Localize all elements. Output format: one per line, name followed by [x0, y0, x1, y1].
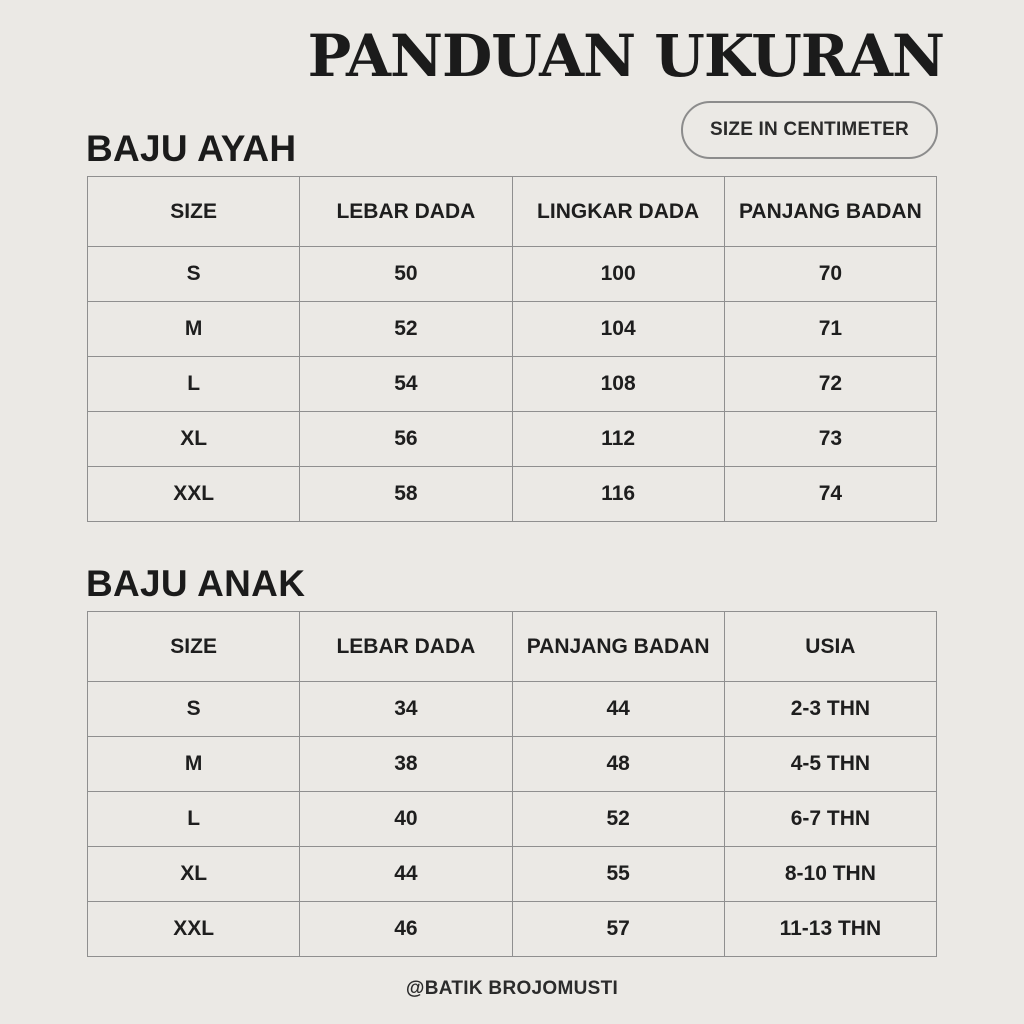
- table-cell: 54: [300, 357, 512, 412]
- column-header: LINGKAR DADA: [512, 177, 724, 247]
- table-header-row: [88, 177, 937, 247]
- table-cell: XXL: [88, 902, 300, 957]
- table-cell: 44: [512, 682, 724, 737]
- column-header: PANJANG BADAN: [512, 612, 724, 682]
- table-cell: 48: [512, 737, 724, 792]
- table-row: [88, 302, 937, 357]
- table-header-row: [88, 612, 937, 682]
- column-header: USIA: [724, 612, 936, 682]
- table-cell: S: [88, 247, 300, 302]
- table-row: [88, 792, 937, 847]
- brand-handle: @BATIK BROJOMUSTI: [405, 978, 619, 999]
- table-cell: 11-13 THN: [724, 902, 936, 957]
- table-cell: 50: [300, 247, 512, 302]
- column-header: SIZE: [88, 177, 300, 247]
- table-cell: 72: [724, 357, 936, 412]
- table-cell: XXL: [88, 467, 300, 522]
- table-cell: 6-7 THN: [724, 792, 936, 847]
- table-cell: 71: [724, 302, 936, 357]
- table-row: [88, 467, 937, 522]
- table-cell: 55: [512, 847, 724, 902]
- table-cell: 116: [512, 467, 724, 522]
- table-row: [88, 847, 937, 902]
- table-row: [88, 737, 937, 792]
- column-header: LEBAR DADA: [300, 612, 512, 682]
- table-cell: XL: [88, 847, 300, 902]
- table-cell: 73: [724, 412, 936, 467]
- table-cell: 100: [512, 247, 724, 302]
- table-row: [88, 247, 937, 302]
- table-cell: 52: [300, 302, 512, 357]
- table-cell: 38: [300, 737, 512, 792]
- column-header: PANJANG BADAN: [724, 177, 936, 247]
- table-cell: 34: [300, 682, 512, 737]
- table-cell: M: [88, 302, 300, 357]
- size-table-ayah: [87, 176, 937, 522]
- table-cell: S: [88, 682, 300, 737]
- table-row: [88, 682, 937, 737]
- table-cell: 44: [300, 847, 512, 902]
- table-cell: 70: [724, 247, 936, 302]
- section-heading-anak: BAJU ANAK: [86, 563, 306, 604]
- table-cell: 46: [300, 902, 512, 957]
- table-cell: L: [88, 792, 300, 847]
- table-cell: 2-3 THN: [724, 682, 936, 737]
- unit-badge: SIZE IN CENTIMETER: [681, 101, 938, 159]
- table-cell: 112: [512, 412, 724, 467]
- table-cell: 40: [300, 792, 512, 847]
- table-cell: XL: [88, 412, 300, 467]
- page-title: PANDUAN UKURAN: [307, 22, 944, 90]
- table-cell: 104: [512, 302, 724, 357]
- table-row: [88, 357, 937, 412]
- size-table-anak: [87, 611, 937, 957]
- table-cell: M: [88, 737, 300, 792]
- table-cell: 56: [300, 412, 512, 467]
- section-heading-ayah: BAJU AYAH: [86, 128, 297, 169]
- column-header: SIZE: [88, 612, 300, 682]
- table-cell: 57: [512, 902, 724, 957]
- table-cell: 8-10 THN: [724, 847, 936, 902]
- table-cell: 58: [300, 467, 512, 522]
- table-cell: L: [88, 357, 300, 412]
- table-cell: 4-5 THN: [724, 737, 936, 792]
- table-cell: 108: [512, 357, 724, 412]
- table-cell: 52: [512, 792, 724, 847]
- table-row: [88, 902, 937, 957]
- column-header: LEBAR DADA: [300, 177, 512, 247]
- table-cell: 74: [724, 467, 936, 522]
- table-row: [88, 412, 937, 467]
